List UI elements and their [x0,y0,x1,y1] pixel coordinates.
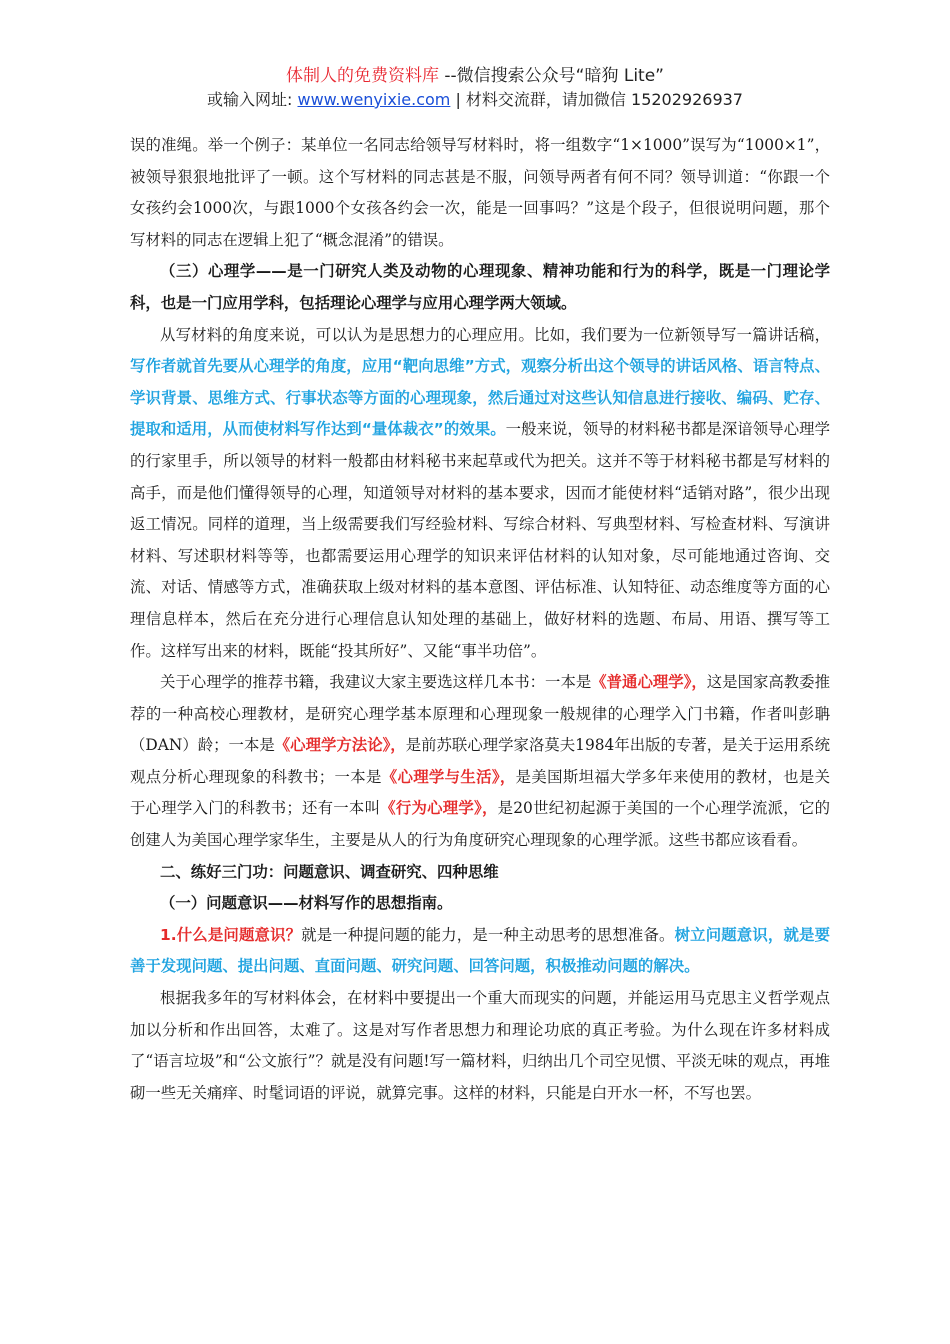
book-title-methodology: 《心理学方法论》， [274,736,406,755]
highlight-red-question: 1.什么是问题意识？ [160,925,302,944]
header-brand: 体制人的免费资料库 [285,66,439,86]
paragraph-text: 这是国家高教委推荐的一种高校心理教材，是研究心理学基本原理和心理现象一般规律的心理学入门书籍，作者叫彭聃（DAN）龄；一本是 [130,673,830,755]
header-tagline: --微信搜索公众号“暗狗 Lite” [438,66,664,86]
paragraph-psychology-application [130,320,830,668]
subsection-heading-problem-awareness: （一）问题意识——材料写作的思想指南。 [160,894,453,913]
highlight-blue-text: 写作者就首先要从心理学的角度，应用“靶向思维”方式，观察分析出这个领导的讲话风格、语言特点、学识背景、思维方式、行事状态等方面的心理现象，然后通过对这些认知信息进行接收、编码、贮存、提取和适用，从而使材料写作达到“量体裁衣”的效果。 [130,357,830,439]
paragraph-text: 是前苏联心理学家洛莫夫1984年出版的专著，是关于运用系统观点分析心理现象的科教书；一本是 [130,736,830,786]
section-psychology-heading: （三）心理学——是一门研究人类及动物的心理现象、精神功能和行为的科学，既是一门理论学科，也是一门应用学科，包括理论心理学与应用心理学两大领域。 [130,262,830,312]
paragraph-text: 是美国斯坦福大学多年来使用的教材，也是关于心理学入门的科教书；还有一本叫 [130,767,830,818]
document-body [130,130,830,1109]
header-url-link[interactable]: www.wenyixie.com [297,90,451,109]
paragraph-logic-example: 误的准绳。举一个例子：某单位一名同志给领导写材料时，将一组数字“1×1000”误写为“1000×1”，被领导狠狠地批评了一顿。这个写材料的同志甚是不服，问领导两者有何不同？领导训道：“你跟一个女孩约会1000次，与跟1000个女孩各约会一次，能是一回事吗？”这是个段子，但很说明问题，那个写材料的同志在逻辑上犯了“概念混淆”的错误。 [130,136,830,249]
paragraph-text: 关于心理学的推荐书籍，我建议大家主要选这样几本书：一本是 [160,673,592,692]
highlight-blue-text: 树立问题意识，就是要善于发现问题、提出问题、直面问题、研究问题、回答问题，积极推动问题的解决。 [130,925,830,976]
section-heading-two: 二、练好三门功：问题意识、调查研究、四种思维 [160,862,499,881]
book-title-psychology-and-life: 《心理学与生活》， [381,767,516,786]
paragraph-text: 是20世纪初起源于美国的一个心理学流派，它的创建人为美国心理学家华生，主要是从人的行为角度研究心理现象的心理学派。这些书都应该看看。 [130,799,830,850]
header-contact: | 材料交流群，请加微信 15202926937 [450,90,743,109]
paragraph-text: 一般来说，领导的材料秘书都是深谙领导心理学的行家里手，所以领导的材料一般都由材料秘书来起草或代为把关。这并不等于材料秘书都是写材料的高手，而是他们懂得领导的心理，知道领导对材料的基本要求，因而才能使材料“适销对路”，很少出现返工情况。同样的道理，当上级需要我们写经验材料、写综合材料、写典型材料、写检查材料、写演讲材料、写述职材料等等，也都需要运用心理学的知识来评估材料的认知对象，尽可能地通过咨询、交流、对话、情感等方式，准确获取上级对材料的基本意图、评估标准、认知特征、动态维度等方面的心理信息样本，然后在充分进行心理信息认知处理的基础上，做好材料的选题、布局、用语、撰写等工作。这样写出来的材料，既能“投其所好”、又能“事半功倍”。 [130,420,830,660]
book-title-general-psychology: 《普通心理学》， [591,673,707,692]
paragraph-problem-awareness [130,920,830,983]
paragraph-text: 就是一种提问题的能力，是一种主动思考的思想准备。 [301,925,675,944]
page-header [0,64,950,112]
header-line-2 [0,88,950,112]
paragraph-writing-experience: 根据我多年的写材料体会，在材料中要提出一个重大而现实的问题，并能运用马克思主义哲学观点加以分析和作出回答，太难了。这是对写作者思想力和理论功底的真正考验。为什么现在许多材料成了“语言垃圾”和“公文旅行”？就是没有问题!写一篇材料，归纳出几个司空见惯、平淡无味的观点，再堆砌一些无关痛痒、时髦词语的评说，就算完事。这样的材料，只能是白开水一杯，不写也罢。 [130,989,830,1102]
paragraph-text: 从写材料的角度来说，可以认为是思想力的心理应用。比如，我们要为一位新领导写一篇讲话稿， [160,325,830,344]
header-line-1 [0,64,950,88]
paragraph-book-recommendations [130,667,830,857]
header-url-prefix: 或输入网址: [207,90,298,109]
book-title-behavioral-psychology: 《行为心理学》， [380,799,498,818]
